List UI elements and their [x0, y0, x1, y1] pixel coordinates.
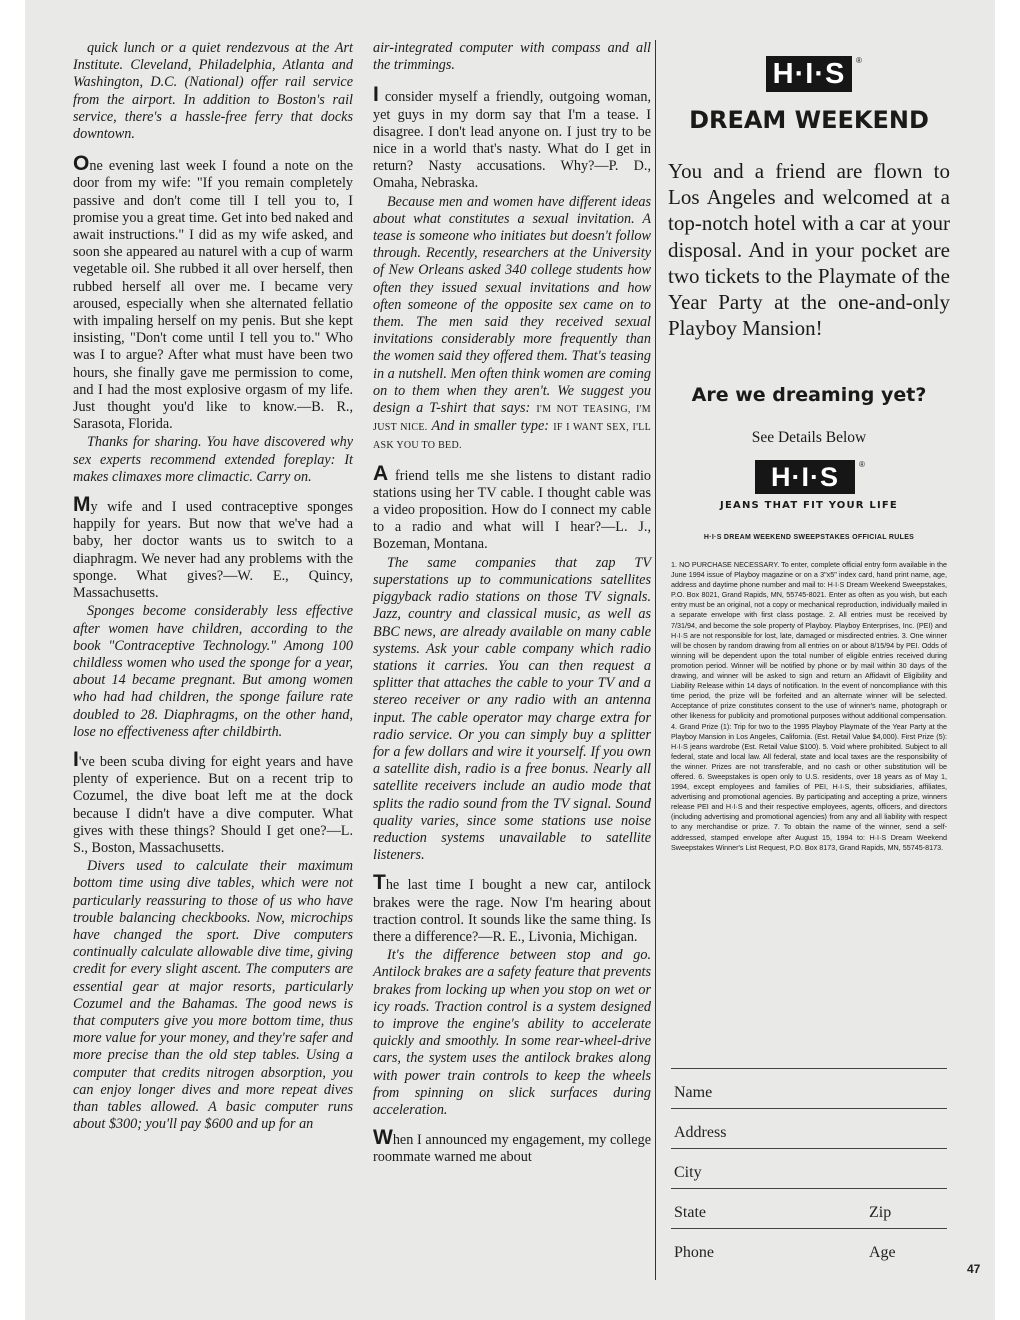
name-field[interactable]	[671, 1068, 947, 1109]
answer-text: And in smaller type:	[431, 418, 549, 435]
address-field[interactable]	[671, 1109, 947, 1149]
question-paragraph	[73, 152, 353, 433]
state-label: State	[674, 1204, 706, 1221]
registered-mark: ®	[856, 56, 862, 65]
zip-label: Zip	[869, 1204, 892, 1221]
drop-cap: M	[73, 493, 91, 517]
answer-continued: air-integrated computer with compass and all the trimmings.	[373, 40, 651, 74]
address-label: Address	[674, 1124, 727, 1141]
magazine-page	[25, 0, 995, 1320]
answer-paragraph	[373, 194, 651, 455]
ad-intro-text: You and a friend are flown to Los Angeles and welcomed at a top-notch hotel with a car at your disposal. And in your pocket are two tickets to the Playmate of the Year Party at the one-and-only Playboy Mansion!	[668, 159, 950, 341]
city-field[interactable]	[671, 1149, 947, 1189]
ad-title: DREAM WEEKEND	[689, 106, 929, 134]
ad-details-line: See Details Below	[751, 429, 867, 446]
answer-paragraph: Sponges become considerably less effective after women have children, according to the book "Contraceptive Technology." Among 100 childless women who used the sponge for a year, about 14 became pregnant. But among women who had had children, the sponge failure rate doubled to 28. Diaphragms, on the other hand, lose no effectiveness after childbirth.	[73, 603, 353, 740]
city-label: City	[674, 1164, 702, 1181]
ad-question: Are we dreaming yet?	[691, 384, 927, 406]
question-paragraph	[373, 871, 651, 946]
answer-paragraph: Divers used to calculate their maximum bottom time using dive tables, which were not particularly reassuring to those of us who have trouble balancing checkbooks. Now, microchips have changed the sport. Dive computers continually calculate allowable dive time, giving credit for every slight ascent. The computers are essential gear at major resorts, particularly Cozumel and the Bahamas. The good news is that computers give you more bottom time, thus more value for your money, and they're safer and more precise than the old step tables. Using a computer that credits nitrogen absorption, you can enjoy longer dives and more repeat dives than tables allowed. A basic computer runs about $300; you'll pay $600 and up for an	[73, 858, 353, 1133]
drop-cap: T	[373, 871, 386, 895]
answer-text: Because men and women have different ideas about what constitutes a sexual invitation. A tease is someone who initiates but doesn't follow through. Recently, researchers at the University of New Orleans asked 340 college students how often they issued sexual invitations and how often someone of the opposite sex came on to them. The men said they received sexual invitations considerably more frequently than the women said they offered them. That's teasing in a nutshell. Men often think women are coming on to them when they aren't. We suggest you design a T-shirt that says:	[373, 193, 651, 417]
question-text: consider myself a friendly, outgoing woman, yet guys in my dorm say that I'm a tease. I disagree. I don't lead anyone on. I just try to be nice in a world that's nasty. What do I get in return? Nasty accusations. Why?—P. D., Omaha, Nebraska.	[373, 89, 651, 192]
answer-paragraph: The same companies that zap TV superstations up to communications satellites piggyback radio stations on those TV signals. Jazz, country and classical music, as well as BBC news, are already available on many cable systems. Ask your cable company which radio stations it carries. You can then request a splitter that attaches the cable to your TV and a stereo receiver or any radio with an antenna input. The cable operator may charge extra for radio service. Or you can simply buy a splitter for a few dollars and wire it yourself. If you own a satellite dish, radio is a free bonus. Nearly all satellite receivers include an audio mode that splits the radio sound from the TV signal. Sound quality varies, since some stations use noise reduction systems unavailable to satellite listeners.	[373, 554, 651, 864]
official-rules-text: 1. NO PURCHASE NECESSARY. To enter, complete official entry form available in the June 1994 issue of Playboy magazine or on a 3"x5" index card, hand print name, age, address and daytime phone number and mail to: H·I·S Dream Weekend Sweepstakes, P.O. Box 8021, Grand Rapids, MN, 55745-8021. Enter as often as you wish, but each entry must be an original, not a copy or mechanical reproduction, individually mailed in a separate envelope with first class postage. 2. All entries must be received by 7/31/94, and become the sole property of Playboy. Playboy Enterprises, Inc. (PEI) and H·I·S are not responsible for lost, late, damaged or misdirected entries. 3. One winner will be chosen by random drawing from all entries on or about 8/15/94 by PEI. Odds of winning will be dependent upon the total number of eligible entries received during promotion period. Winner will be notified by phone or by mail within 30 days of the drawing, and winner will be asked to sign and return an Affidavit of Eligibility and Liability Release within 14 days of notification. In the event of noncompliance with this time period, the prize will be forfeited and an alternate winner will be selected. Acceptance of prize constitutes consent to the use of winner's name, photograph or other likeness for publicity and promotional purposes without additional compensation. 4. Grand Prize (1): Trip for two to the 1995 Playboy Playmate of the Year Party at the Playboy Mansion in Los Angeles, California. (Est. Retail Value $4,000). First Prize (5): H·I·S jeans wardrobe (Est. Retail Value $100). 5. Void where prohibited. Subject to all federal, state and local law. All federal, state and local taxes are the responsibility of the winner. Prizes are not transferable, and no cash or other substitution will be offered. 6. Sweepstakes is open only to U.S. residents, over 18 years as of May 1, 1994, except employees and families of PEI, H·I·S, their subsidiaries, affiliates, advertising and promotional agencies. By participating and accepting a prize, winners release PEI and H·I·S and their respective employees, agents, officers, and directors (including advertising and promotional agencies) from any and all liability with respect to any merchandise or prize. 7. To obtain the name of the winner, send a self-addressed, stamped envelope after August 15, 1994 to: H·I·S Dream Weekend Sweepstakes Winner's List Request, P.O. Box 8173, Grand Rapids, MN, 55745-8173.	[671, 560, 947, 852]
question-paragraph	[373, 1126, 651, 1166]
question-paragraph	[373, 461, 651, 554]
question-text: friend tells me she listens to distant radio stations using her TV cable. I thought cable was a video proposition. How do I connect my cable to a radio and what will I hear?—L. J., Bozeman, Montana.	[373, 467, 651, 553]
page-number: 47	[967, 1262, 981, 1276]
question-paragraph	[373, 83, 651, 192]
state-zip-field[interactable]	[671, 1189, 947, 1229]
his-logo-small: H·I·S	[755, 460, 855, 494]
name-label: Name	[674, 1084, 713, 1101]
question-text: ne evening last week I found a note on the door from my wife: "If you remain completely passive and don't come till I tell you to, I promise you a great time. Get into bed naked and await instructions." I did as my wife asked, and soon she appeared au naturel with a cup of warm vegetable oil. She rubbed it all over herself, then rubbed herself all over me. I became very aroused, especially when she alternated fellatio with impaling herself on my penis. But she kept insisting, "Don't come until I tell you to." Who was I to argue? After what must have been two hours, she finally gave me permission to come, and I had the most explosive orgasm of my life. Just thought you'd like to know.—B. R., Sarasota, Florida.	[73, 158, 353, 433]
question-text: hen I announced my engagement, my college roommate warned me about	[373, 1132, 651, 1166]
registered-mark: ®	[859, 460, 865, 469]
phone-label: Phone	[674, 1244, 714, 1261]
answer-paragraph: Thanks for sharing. You have discovered why sex experts recommend extended foreplay: It makes climaxes more climactic. Carry on.	[73, 434, 353, 485]
question-paragraph	[73, 747, 353, 857]
drop-cap: I	[373, 83, 379, 107]
column-divider	[655, 40, 656, 1280]
answer-paragraph: It's the difference between stop and go. Antilock brakes are a safety feature that prevents brakes from locking up when you stop on wet or icy roads. Traction control is a system designed to improve the engine's ability to accelerate quickly and smoothly. In some rear-wheel-drive cars, the system uses the antilock brakes along with power train controls to keep the wheels from spinning on slick surfaces during acceleration.	[373, 947, 651, 1118]
question-paragraph	[73, 493, 353, 602]
question-text: 've been scuba diving for eight years and have plenty of experience. But on a recent trip to Cozumel, the dive boat left me at the dock because I didn't have a dive computer. What gives with these things? Should I get one?—L. S., Boston, Massachusetts.	[73, 753, 353, 856]
ad-tagline: JEANS THAT FIT YOUR LIFE	[720, 500, 898, 511]
question-text: he last time I bought a new car, antilock brakes were the rage. Now I'm hearing about traction control. It sounds like the same thing. Is there a difference?—R. E., Livonia, Michigan.	[373, 877, 651, 945]
drop-cap: W	[373, 1126, 393, 1150]
advisor-column-right	[373, 40, 651, 1179]
entry-form	[671, 1068, 947, 1268]
question-text: y wife and I used contraceptive sponges happily for years. But now that we've had a baby, her doctor wants us to switch to a diaphragm. We never had any problems with the sponge. What gives?—W. E., Quincy, Massachusetts.	[73, 499, 353, 602]
age-label: Age	[869, 1244, 896, 1261]
advisor-column-left	[73, 40, 353, 1145]
rules-heading: H·I·S DREAM WEEKEND SWEEPSTAKES OFFICIAL RULES	[703, 534, 915, 541]
answer-continued: quick lunch or a quiet rendezvous at the Art Institute. Cleveland, Philadelphia, Atlanta and Washington, D.C. (National) offer rail service from the airport. In addition to Boston's rail service, there's a hassle-free ferry that docks downtown.	[73, 40, 353, 143]
his-logo: H·I·S	[766, 56, 852, 92]
phone-age-field[interactable]	[671, 1229, 947, 1268]
drop-cap: O	[73, 152, 90, 176]
tshirt-slogan-small: IF I WANT SEX, I'LL ASK YOU TO BED.	[373, 422, 652, 452]
drop-cap: A	[373, 461, 389, 485]
drop-cap: I	[73, 747, 79, 771]
tshirt-slogan: I'M NOT TEASING, I'M JUST NICE.	[373, 404, 651, 434]
